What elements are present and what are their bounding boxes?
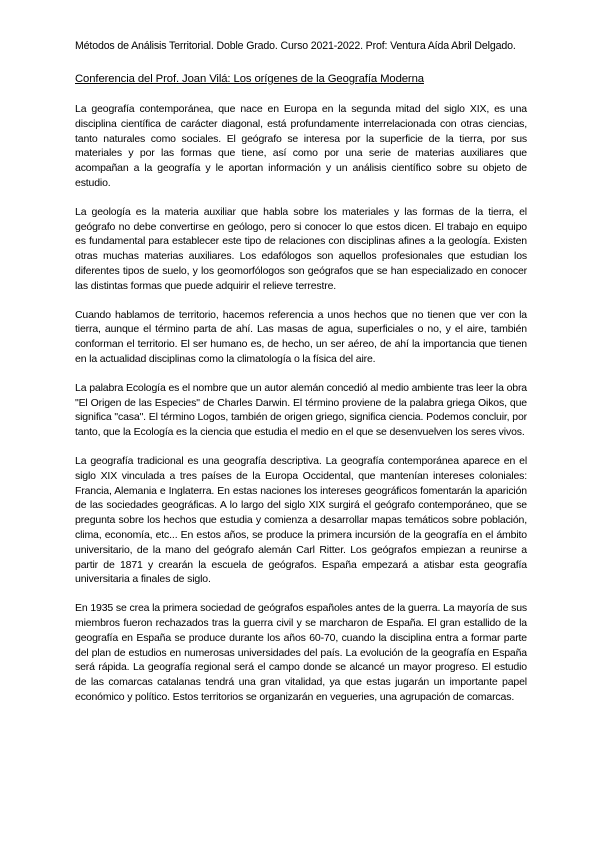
document-title: Conferencia del Prof. Joan Vilá: Los orígenes de la Geografía Moderna xyxy=(75,73,424,85)
paragraph-1: La geografía contemporánea, que nace en Europa en la segunda mitad del siglo XIX, es una disciplina científica de carácter diagonal, está profundamente interrelacionada con otras ciencias, tanto naturales como sociales. El geógrafo se interesa por la superficie de la tierra, por sus materiales y por las formas que tiene, así como por una serie de materias auxiliares que acompañan a la geografía y le aportan información y un análisis científico sobre su objeto de estudio. xyxy=(75,103,527,189)
paragraph-3: Cuando hablamos de territorio, hacemos referencia a unos hechos que no tienen que ver con la tierra, aunque el término parta de ahí. Las masas de agua, superficiales o no, y el aire, también conforman el territorio. El ser humano es, de hecho, un ser aéreo, de ahí la importancia que tienen en la actualidad disciplinas como la climatología o la física del aire. xyxy=(75,308,527,365)
paragraph-4: La palabra Ecología es el nombre que un autor alemán concedió al medio ambiente tras leer la obra "El Origen de las Especies" de Charles Darwin. El término proviene de la palabra griega Oikos, que significa "casa". El término Logos, también de origen griego, significa ciencia. Podemos concluir, por tanto, que la Ecología es la ciencia que estudia el medio en el que se desenvuelven los seres vivos. xyxy=(75,381,527,439)
document-body xyxy=(75,102,527,719)
paragraph-5: La geografía tradicional es una geografía descriptiva. La geografía contemporánea aparece en el siglo XIX vinculada a tres países de la Europa Occidental, que mantenían intereses coloniales: Francia, Alemania e Inglaterra. En estas naciones los intereses geográficos fomentarán la aparición de las sociedades geográficas. A lo largo del siglo XIX surgirá el geógrafo contemporáneo, que se pregunta sobre los hechos que estudia y comienza a desarrollar mapas temáticos sobre población, clima, economía, etc... En estos años, se produce la primera incursión de la geografía en el ámbito universitario, de la mano del geógrafo alemán Carl Ritter. Los geógrafos empiezan a reunirse a partir de 1871 y crearán la escuela de geógrafos. España empezará a atisbar esta geografía universitaria a finales de siglo. xyxy=(75,454,527,586)
paragraph-6: En 1935 se crea la primera sociedad de geógrafos españoles antes de la guerra. La mayoría de sus miembros fueron rechazados tras la guerra civil y se marcharon de España. El gran estallido de la geografía en España se produce durante los años 60-70, cuando la disciplina entra a formar parte del plan de estudios en numerosas universidades del país. La evolución de la geografía en España será rápida. La geografía regional será el campo donde se alcancé un mayor progreso. El estudio de las comarcas catalanas tendrá una gran vitalidad, ya que estas jugarán un importante papel económico y político. Estos territorios se organizarán en vegueries, una agrupación de comarcas. xyxy=(75,602,527,703)
document-header: Métodos de Análisis Territorial. Doble Grado. Curso 2021-2022. Prof: Ventura Aída Abril Delgado. xyxy=(75,40,516,52)
paragraph-2: La geología es la materia auxiliar que habla sobre los materiales y las formas de la tierra, el geógrafo no debe convertirse en geólogo, pero si conocer lo que estos dicen. El trabajo en equipo es fundamental para establecer este tipo de relaciones con disciplinas afines a la geología. Existen otras muchas materias auxiliares. Los edafólogos son aquellos profesionales que estudian los diferentes tipos de suelo, y los geomorfólogos son geógrafos que se han especializado en conocer las distintas formas que puede adquirir el relieve terrestre. xyxy=(75,205,527,292)
